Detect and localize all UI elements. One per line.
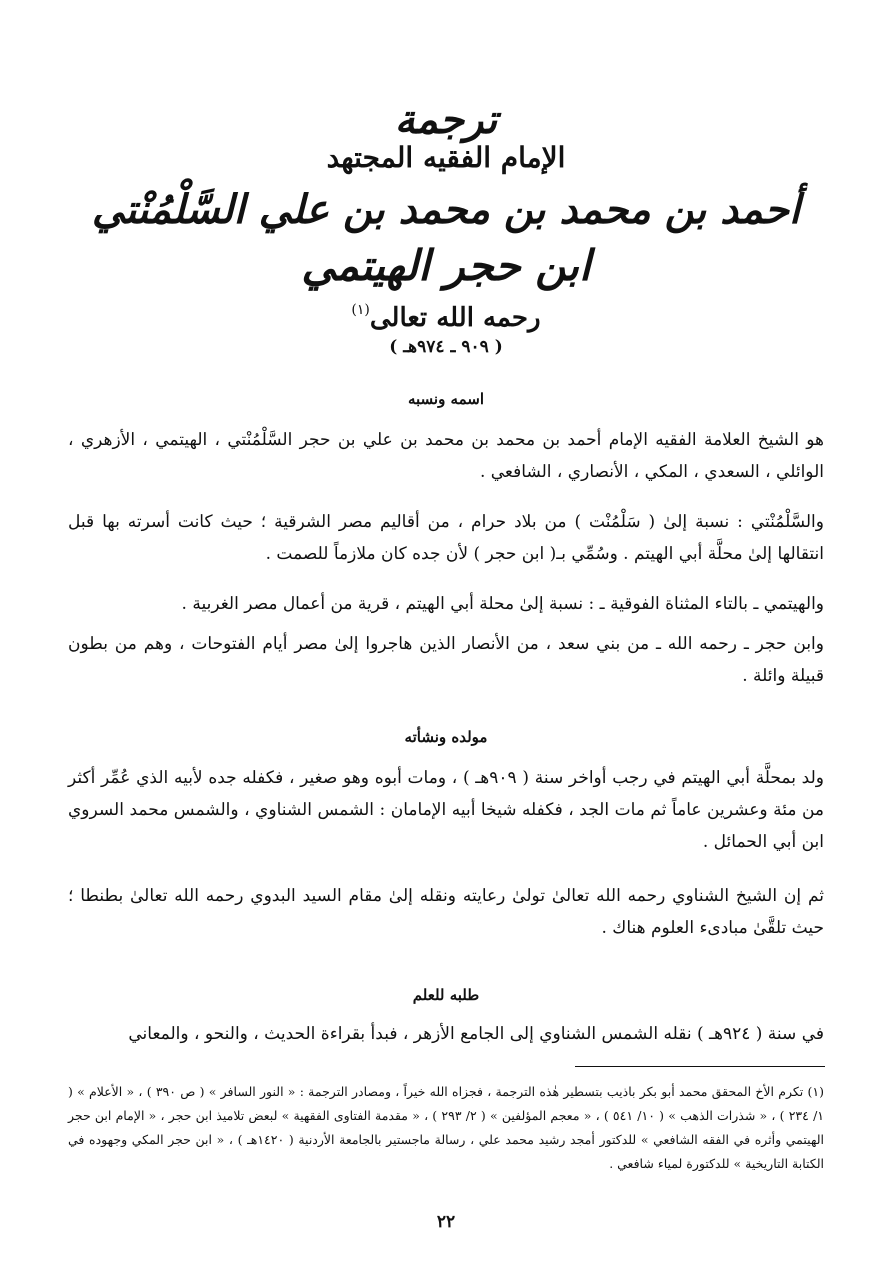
rahimahu-text: رحمه الله تعالى [369, 303, 541, 333]
section-title-studies: طلبه للعلم [412, 986, 480, 1004]
heading-full-name: أحمد بن محمد بن محمد بن علي السَّلْمُنْتي [91, 186, 801, 233]
paragraph: هو الشيخ العلامة الفقيه الإمام أحمد بن محمد بن محمد بن علي بن حجر السَّلْمُنْتي ، الهيتمي ، الأزهري ، الوائلي ، السعدي ، المكي ، الأنصاري ، الشافعي . [68, 430, 824, 482]
heading-imam: الإمام الفقيه المجتهد [326, 141, 566, 174]
paragraph: في سنة ( ٩٢٤هـ ) نقله الشمس الشناوي إلى الجامع الأزهر ، فبدأ بقراءة الحديث ، والنحو ، والمعاني [128, 1024, 824, 1044]
heading-rahimahu [0, 290, 892, 338]
heading-tarjama: ترجمة [394, 96, 498, 143]
paragraph: وابن حجر ـ رحمه الله ـ من بني سعد ، من الأنصار الذين هاجروا إلىٰ مصر أيام الفتوحات ، وهم من بطون قبيلة وائلة . [68, 634, 824, 686]
footnote-divider [575, 1066, 825, 1067]
paragraph: والسَّلْمُنْتي : نسبة إلىٰ ( سَلْمُنْت ) من بلاد حرام ، من أقاليم مصر الشرقية ؛ حيث كانت أسرته بها قبل انتقالها إلىٰ محلَّة أبي الهيتم . وسُمِّي بـ( ابن حجر ) لأن جده كان ملازماً للصمت . [68, 512, 824, 564]
section-title-name-lineage: اسمه ونسبه [407, 390, 485, 408]
paragraph: ثم إن الشيخ الشناوي رحمه الله تعالىٰ تولىٰ رعايته ونقله إلىٰ مقام السيد البدوي رحمه الله تعالىٰ بطنطا ؛ حيث تلقَّىٰ مبادىء العلوم هناك . [68, 886, 824, 938]
heading-dates: ( ٩٠٩ ـ ٩٧٤هـ ) [389, 337, 503, 357]
paragraph: ولد بمحلَّة أبي الهيتم في رجب أواخر سنة ( ٩٠٩هـ ) ، ومات أبوه وهو صغير ، فكفله جده لأبيه الذي عُمِّر أكثر من مئة وعشرين عاماً ثم مات الجد ، فكفله شيخا أبيه الإمامان : الشمس الشناوي ، والشمس محمد السروي ابن أبي الحمائل . [68, 768, 824, 852]
footnote-ref: (١) [351, 302, 370, 318]
heading-ibn-hajar: ابن حجر الهيتمي [301, 241, 591, 290]
section-title-birth: مولده ونشأته [404, 728, 488, 746]
paragraph: والهيتمي ـ بالتاء المثناة الفوقية ـ : نسبة إلىٰ محلة أبي الهيتم ، قرية من أعمال مصر الغربية . [181, 594, 824, 614]
page-number: ٢٢ [436, 1212, 456, 1232]
footnote: (١) تكرم الأخ المحقق محمد أبو بكر باذيب بتسطير هٰذه الترجمة ، فجزاه الله خيراً ، ومصادر الترجمة : « النور السافر » ( ص ٣٩٠ ) ، « الأعلام » ( ١/ ٢٣٤ ) ، « شذرات الذهب » ( ١٠/ ٥٤١ ) ، « معجم المؤلفين » ( ٢/ ٢٩٣ ) ، « مقدمة الفتاوى الفقهية » لبعض تلاميذ ابن حجر ، « الإمام ابن حجر الهيتمي وأثره في الفقه الشافعي » للدكتور أمجد رشيد محمد علي ، رسالة ماجستير بالجامعة الأردنية ( ١٤٢٠هـ ) ، « ابن حجر المكي وجهوده في الكتابة التاريخية » للدكتورة لمياء شافعي . [68, 1084, 824, 1171]
